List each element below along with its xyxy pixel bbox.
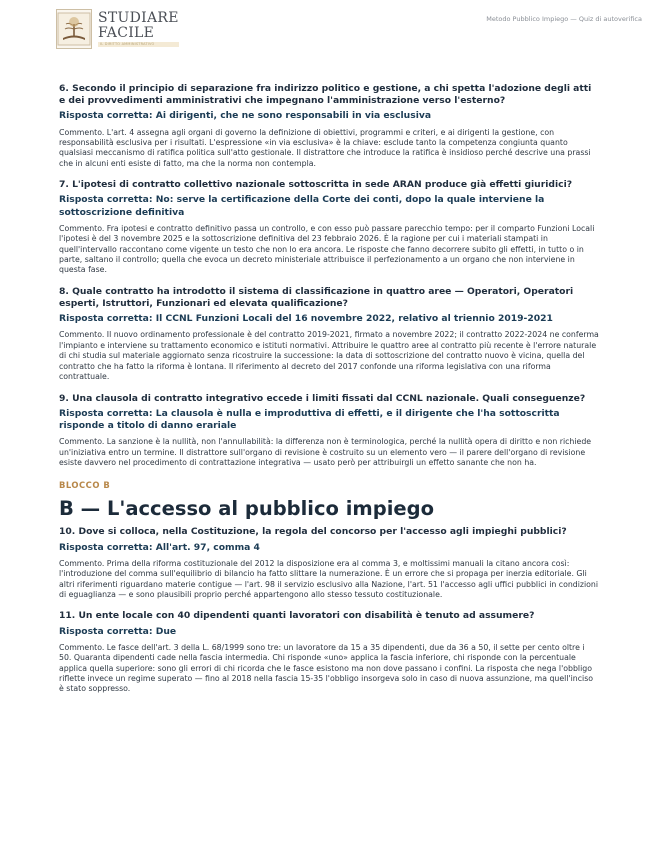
question-title: 10. Dove si colloca, nella Costituzione, la regola del concorso per l'accesso agli impieghi pubblici? xyxy=(59,526,567,538)
block-label: BLOCCO B xyxy=(59,480,111,491)
question-item xyxy=(59,286,599,383)
answer-comment: Commento. Prima della riforma costituzionale del 2012 la disposizione era al comma 3, e moltissimi manuali la citano ancora così: l'introduzione del comma sull'equilibrio di bilancio ha fatto slittare la numerazione. È un errore che si propaga per inerzia editoriale. Gli altri riferimenti riguardano materie contigue — l'art. 98 il servizio esclusivo alla Nazione, l'art. 51 l'accesso agli uffici pubblici in condizioni di eguaglianza — e sono plausibili proprio perché appartengono allo stesso tessuto costituzionale. xyxy=(59,558,599,599)
answer-comment: Commento. Il nuovo ordinamento professionale è del contratto 2019-2021, firmato a novembre 2022; il contratto 2022-2024 ne conferma l'impianto e interviene su trattamento economico e istituti normativi. Attribuire le quattro aree al contratto più recente è l'errore naturale di chi studia sul materiale aggiornato senza ricostruire la successione: la data di sottoscrizione del contratto nuovo è vicina, quella del contratto che ha fatto la riforma è lontana. Il riferimento al decreto del 2017 confonde una riforma legislativa con una riforma contrattuale. xyxy=(59,330,599,382)
correct-answer: Risposta corretta: La clausola è nulla e improduttiva di effetti, e il dirigente che l'ha sottoscritta risponde a titolo di danno erariale xyxy=(59,407,560,431)
question-title: 11. Un ente locale con 40 dipendenti quanti lavoratori con disabilità è tenuto ad assumere? xyxy=(59,610,535,622)
correct-answer: Risposta corretta: No: serve la certificazione della Corte dei conti, dopo la quale interviene la sottoscrizione definitiva xyxy=(59,194,545,218)
block-title: B — L'accesso al pubblico impiego xyxy=(59,497,434,521)
brand-logo[interactable] xyxy=(56,7,179,51)
quiz-content xyxy=(59,83,599,705)
logo-title-line1: STUDIARE xyxy=(98,9,179,26)
question-item xyxy=(59,393,599,469)
question-title: 8. Quale contratto ha introdotto il sistema di classificazione in quattro aree — Operatori, Operatori esperti, Istruttori, Funzionari ed elevata qualificazione? xyxy=(59,285,574,310)
correct-answer: Risposta corretta: Ai dirigenti, che ne sono responsabili in via esclusiva xyxy=(59,110,432,122)
answer-comment: Commento. Fra ipotesi e contratto definitivo passa un controllo, e con esso può passare parecchio tempo: per il comparto Funzioni Locali l'ipotesi è del 3 novembre 2025 e la sottoscrizione definitiva del 23 febbraio 2026. È la ragione per cui i materiali stampati in quell'intervallo raccontano come vigente un testo che non lo era ancora. Le risposte che fanno decorrere subito gli effetti, in tutto o in parte, saltano il controllo; quella che evoca un decreto ministeriale attribuisce il perfezionamento a un organo che non interviene in questa fase. xyxy=(59,223,595,275)
logo-tagline: IL DIRITTO AMMINISTRATIVO xyxy=(98,42,179,48)
logo-title-line2: FACILE xyxy=(98,24,155,41)
correct-answer: Risposta corretta: Due xyxy=(59,625,177,637)
question-title: 6. Secondo il principio di separazione fra indirizzo politico e gestione, a chi spetta l'adozione degli atti e dei provvedimenti amministrativi che impegnano l'amministrazione verso l'esterno? xyxy=(59,83,592,107)
correct-answer: Risposta corretta: Il CCNL Funzioni Locali del 16 novembre 2022, relativo al triennio 2019-2021 xyxy=(59,313,553,325)
question-item xyxy=(59,83,599,169)
answer-comment: Commento. La sanzione è la nullità, non l'annullabilità: la differenza non è terminologica, perché la nullità opera di diritto e non richiede un'iniziativa entro un termine. Il distrattore sull'organo di revisione è costruito su un elemento vero — il parere dell'organo di revisione esiste davvero nel procedimento di contrattazione integrativa — usato però per attribuirgli un effetto sanante che non ha. xyxy=(59,437,592,467)
question-item xyxy=(59,610,599,694)
answer-comment: Commento. Le fasce dell'art. 3 della L. 68/1999 sono tre: un lavoratore da 15 a 35 dipendenti, due da 36 a 50, il sette per cento oltre i 50. Quaranta dipendenti cade nella fascia intermedia. Chi risponde «uno» applica la fascia inferiore, chi risponde con la percentuale applica quella superiore: sono gli errori di chi ricorda che le fasce esistono ma non dove passano i confini. La risposta che nega l'obbligo riflette invece un regime superato — fino al 2018 nella fascia 15-35 l'obbligo insorgeva solo in caso di nuova assunzione, ma quell'inciso è stato soppresso. xyxy=(59,642,594,694)
page-header xyxy=(0,0,657,62)
question-title: 9. Una clausola di contratto integrativo eccede i limiti fissati dal CCNL nazionale. Quali conseguenze? xyxy=(59,392,586,404)
question-title: 7. L'ipotesi di contratto collettivo nazionale sottoscritta in sede ARAN produce già effetti giuridici? xyxy=(59,179,573,191)
question-item xyxy=(59,179,599,276)
correct-answer: Risposta corretta: All'art. 97, comma 4 xyxy=(59,541,260,553)
header-subtitle: Metodo Pubblico Impiego — Quiz di autoverifica xyxy=(486,15,642,23)
book-tree-icon xyxy=(56,9,92,49)
answer-comment: Commento. L'art. 4 assegna agli organi di governo la definizione di obiettivi, programmi e criteri, e ai dirigenti la gestione, con responsabilità esclusiva per i risultati. L'espressione «in via esclusiva» è la chiave: esclude tanto la competenza congiunta quanto qualsiasi meccanismo di ratifica politica sull'atto gestionale. Il distrattore che introduce la ratifica è insidioso perché descrive una prassi che in alcuni enti esiste di fatto, ma che la norma non contempla. xyxy=(59,127,591,168)
question-item xyxy=(59,526,599,600)
